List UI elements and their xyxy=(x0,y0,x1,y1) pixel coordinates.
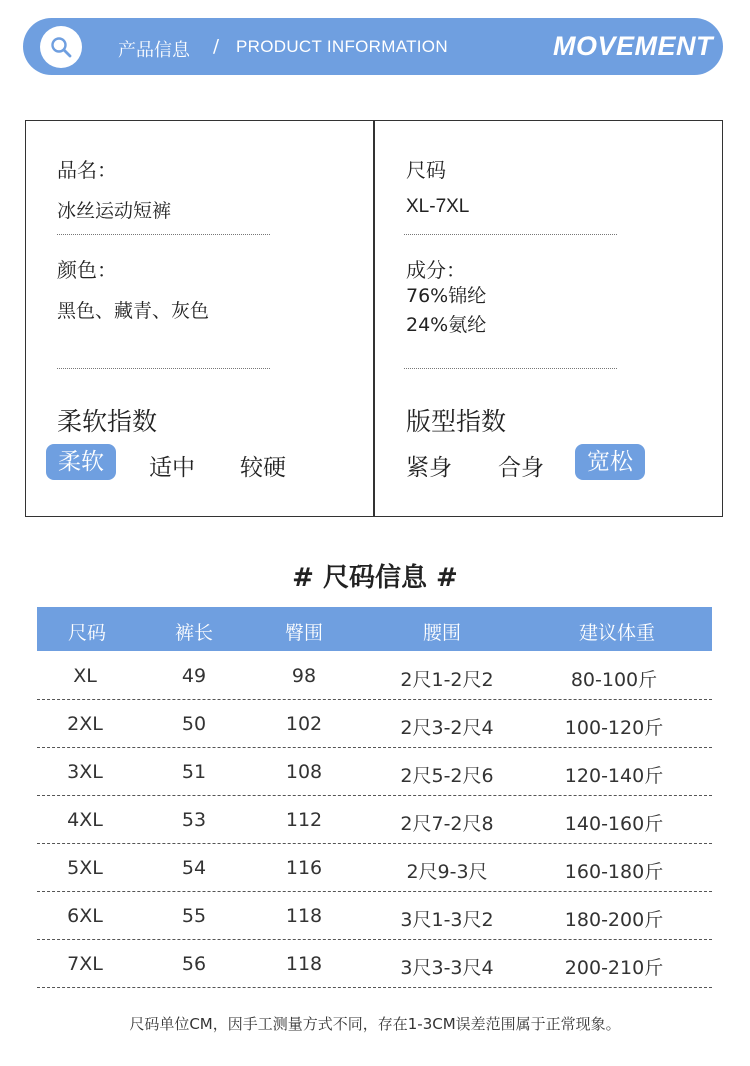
fit-option-tight[interactable]: 紧身 xyxy=(406,455,452,481)
cell-size: 7XL xyxy=(67,953,103,975)
size-label: 尺码 xyxy=(406,158,446,182)
cell-length: 51 xyxy=(181,761,207,783)
brand-logo: MOVEMENT xyxy=(553,31,714,61)
composition-value-1: 76%锦纶 xyxy=(406,285,487,307)
cell-waist: 2尺3-2尺4 xyxy=(400,717,494,739)
softness-option-medium[interactable]: 适中 xyxy=(149,455,195,481)
cell-size: 3XL xyxy=(67,761,103,783)
table-row xyxy=(37,700,712,748)
name-label: 品名： xyxy=(57,158,117,182)
dotted-divider xyxy=(404,368,617,369)
cell-waist: 2尺9-3尺 xyxy=(406,861,488,883)
header-weight: 建议体重 xyxy=(578,622,656,644)
header-banner xyxy=(23,18,723,75)
fit-title: 版型指数 xyxy=(406,407,507,436)
size-note: 尺码单位CM，因手工测量方式不同，存在1-3CM误差范围属于正常现象。 xyxy=(129,1015,621,1033)
softness-option-hard[interactable]: 较硬 xyxy=(240,455,286,481)
cell-weight: 80-100斤 xyxy=(570,669,658,691)
fit-option-regular[interactable]: 合身 xyxy=(498,455,544,481)
cell-waist: 3尺1-3尺2 xyxy=(400,909,494,931)
table-row xyxy=(37,796,712,844)
composition-value-2: 24%氨纶 xyxy=(406,314,487,336)
cell-weight: 120-140斤 xyxy=(564,765,664,787)
name-value: 冰丝运动短裤 xyxy=(57,200,172,222)
table-row xyxy=(37,748,712,796)
table-row xyxy=(37,940,712,988)
cell-weight: 100-120斤 xyxy=(564,717,664,739)
cell-length: 49 xyxy=(181,665,207,687)
cell-hip: 98 xyxy=(291,665,317,687)
cell-hip: 118 xyxy=(285,905,323,927)
header-separator: / xyxy=(213,36,220,57)
info-divider xyxy=(373,121,375,516)
cell-hip: 116 xyxy=(285,857,323,879)
table-row xyxy=(37,652,712,700)
cell-size: 2XL xyxy=(67,713,103,735)
dotted-divider xyxy=(57,234,270,235)
cell-waist: 2尺1-2尺2 xyxy=(400,669,494,691)
cell-waist: 2尺5-2尺6 xyxy=(400,765,494,787)
header-length: 裤长 xyxy=(174,622,214,644)
cell-size: 5XL xyxy=(67,857,103,879)
cell-size: 6XL xyxy=(67,905,103,927)
dotted-divider xyxy=(57,368,270,369)
size-info-title: # 尺码信息 # xyxy=(292,563,458,593)
color-label: 颜色： xyxy=(57,258,117,282)
cell-hip: 102 xyxy=(285,713,323,735)
cell-weight: 160-180斤 xyxy=(564,861,664,883)
cell-length: 56 xyxy=(181,953,207,975)
cell-hip: 112 xyxy=(285,809,323,831)
cell-size: XL xyxy=(73,665,97,687)
cell-waist: 2尺7-2尺8 xyxy=(400,813,494,835)
header-waist: 腰围 xyxy=(422,622,462,644)
product-info-box xyxy=(25,120,723,517)
cell-length: 55 xyxy=(181,905,207,927)
cell-weight: 180-200斤 xyxy=(564,909,664,931)
table-row xyxy=(37,892,712,940)
header-title-cn: 产品信息 xyxy=(118,40,190,61)
row-divider xyxy=(37,987,712,988)
composition-label: 成分： xyxy=(406,258,466,282)
softness-option-soft[interactable]: 柔软 xyxy=(46,444,116,480)
size-value: XL-7XL xyxy=(406,196,470,217)
color-value: 黑色、藏青、灰色 xyxy=(57,300,210,322)
search-icon xyxy=(49,35,73,59)
table-row xyxy=(37,844,712,892)
header-title-en: PRODUCT INFORMATION xyxy=(236,37,448,56)
cell-size: 4XL xyxy=(67,809,103,831)
softness-title: 柔软指数 xyxy=(57,407,158,436)
header-size: 尺码 xyxy=(67,622,107,644)
cell-hip: 118 xyxy=(285,953,323,975)
cell-length: 50 xyxy=(181,713,207,735)
cell-weight: 200-210斤 xyxy=(564,957,664,979)
cell-length: 54 xyxy=(181,857,207,879)
dotted-divider xyxy=(404,234,617,235)
cell-weight: 140-160斤 xyxy=(564,813,664,835)
size-table-header xyxy=(37,607,712,651)
fit-option-loose[interactable]: 宽松 xyxy=(575,444,645,480)
search-button[interactable] xyxy=(40,26,82,68)
cell-length: 53 xyxy=(181,809,207,831)
cell-waist: 3尺3-3尺4 xyxy=(400,957,494,979)
header-hip: 臀围 xyxy=(284,622,324,644)
cell-hip: 108 xyxy=(285,761,323,783)
